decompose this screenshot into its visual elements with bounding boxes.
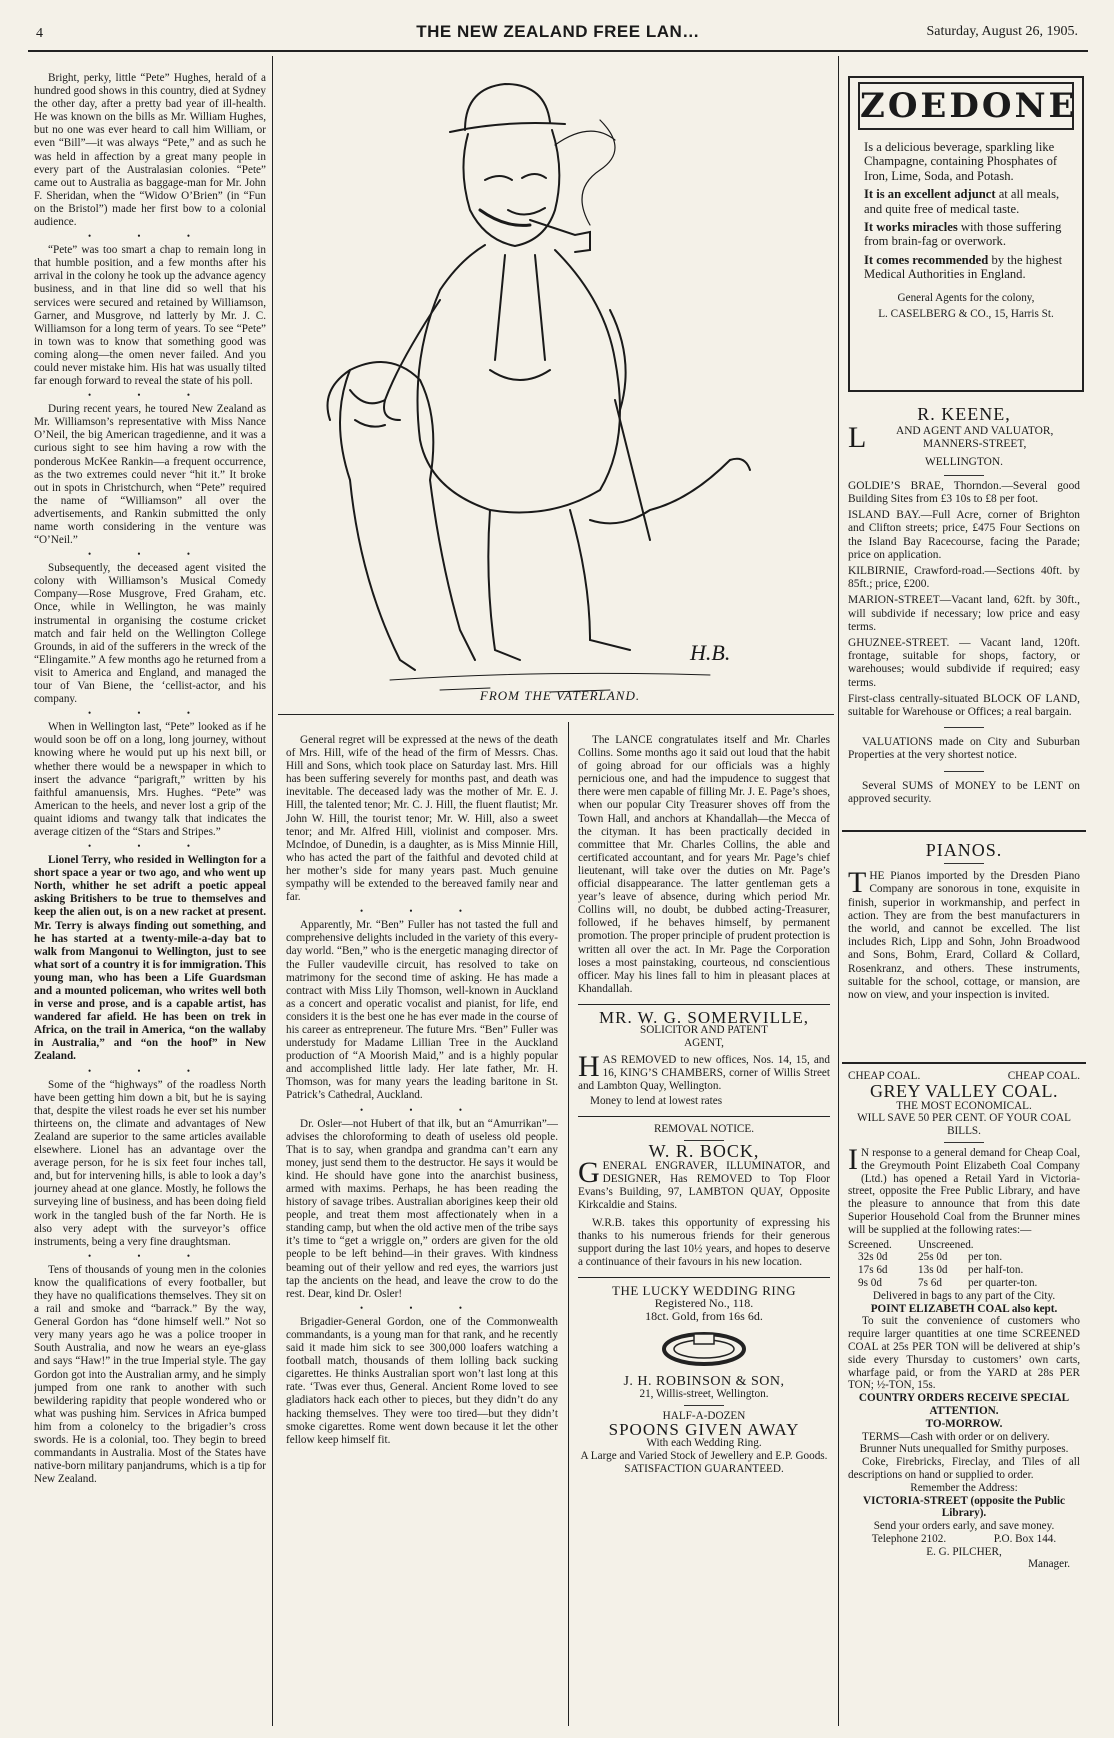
table-cell: 13s 0d xyxy=(918,1264,948,1277)
coal-manager: Manager. xyxy=(1028,1558,1070,1571)
wedding-ring-icon xyxy=(654,1329,754,1369)
table-header: Screened. xyxy=(848,1238,892,1251)
coal-pilcher: E. G. PILCHER, xyxy=(926,1545,1002,1558)
cartoon-illustration xyxy=(290,60,830,703)
article-paragraph: Some of the “highways” of the roadless North have been getting him down a bit, but he is saying that, despite the vilest roads he ever set his number thirteens on, the climate and advantages of New Zealand are superior to the same articles available elsewhere. Lionel has an advantage over the average person, for he is six feet four inches tall, and, but for intervening hills, is able to look a day’s journey ahead at one glance. Mostly, he follows the surveying line of business, and has been doing field work in the tangled bush of the far North. He is also very adept with the surveyor’s office instruments, being a very fine draughtsman. xyxy=(34,1078,266,1248)
bock-name: W. R. BOCK, xyxy=(648,1141,760,1162)
table-row xyxy=(848,1277,1080,1290)
keene-name: R. KEENE, xyxy=(917,408,1011,424)
ad-rule xyxy=(842,830,1086,832)
article-paragraph: Brigadier-General Gordon, one of the Commonwealth commandants, is a young man for that rank, and he recently said it made him sick to see 300,000 loafers watching a football match, thousands of them lolling back sucking cigarettes. He thinks Australian sport won’t last long at this rate. ‘Twas ever thus, General. Ancient Rome loved to see gladiators hack each other to pieces, but they didn’t do any hacking themselves. They were too tired—but they didn’t smoke cigarettes. Rome went down because it let the other fellow keep himself fit. xyxy=(286,1315,558,1446)
article-paragraph: When in Wellington last, “Pete” looked as if he would soon be off on a long, long journey, without knowing where he would put up his next bill, or whether there would be a newspaper in which to insert the advance “parigraft,” written by his faithful amanuensis, Mrs. Hughes. “Pete” was American to the heels, and never lost a grip of the quaint idioms and twangy talk that indicates the average citizen of the “Stars and Stripes.” xyxy=(34,721,266,838)
cartoon-rule xyxy=(278,714,834,715)
coal-text: N response to a general demand for Cheap Coal, the Greymouth Point Elizabeth Coal Company (Ltd.) has opened a Retail Yard in Victoria-street, opposite the Free Public Library, and have the pleasure to announce that from this date Superior Household Coal from the Brunner mines will be supplied at the following rates:— xyxy=(848,1146,1080,1236)
coal-coke: Coke, Firebricks, Fireclay, and Tiles of all descriptions on hand or supplied to order. xyxy=(848,1456,1080,1481)
table-cell: 25s 0d xyxy=(918,1251,948,1264)
spoons-with: With each Wedding Ring. xyxy=(646,1436,762,1449)
zoedone-intro: Is a delicious beverage, sparkling like Champagne, containing Phosphates of Iron, Lime, Soda, and Potash. xyxy=(864,140,1058,183)
table-cell: per ton. xyxy=(968,1251,1003,1264)
ad-rule xyxy=(578,1116,830,1117)
article-paragraph: Apparently, Mr. “Ben” Fuller has not tasted the full and comprehensive delights included in the variety of this every-day world. “Ben,” who is the energetic managing director of the Fuller vaudeville circuit, has resolved to take on matrimony for the second time of asking. He has made a contract with Miss Lily Thomson, well-known in Auckland as a concert and operatic vocalist and pianist, for life, end considers it is the best one he has ever made in the course of his career as entrepreneur. The future Mrs. “Ben” Fuller was understudy for Madame Lillian Tree in the Auckland production of “A Moorish Maid,” and is a highly popular and accomplished little lady. Her late father, Mr. H. Thomson, was for many years the leading baritone in St. Patrick’s Cathedral, Auckland. xyxy=(286,919,558,1102)
header-rule xyxy=(28,50,1088,52)
table-row xyxy=(848,1251,1080,1264)
separator-dots: • • • xyxy=(360,906,484,917)
zoedone-title: ZOEDONE xyxy=(858,82,1074,130)
ad-rule xyxy=(578,1004,830,1005)
somerville-text: AS REMOVED to new offices, Nos. 14, 15, and 16, KING’S CHAMBERS, corner of Willis Street and Lambton Quay, Wellington. xyxy=(578,1053,830,1092)
zoedone-ad xyxy=(848,76,1084,392)
zoedone-agent-name: L. CASELBERG & CO., 15, Harris St. xyxy=(878,308,1054,321)
column-rule xyxy=(838,56,839,1726)
spoons-stock: A Large and Varied Stock of Jewellery and E.P. Goods. xyxy=(580,1449,828,1462)
column-one xyxy=(34,72,266,1732)
zoedone-claim: It works miracles xyxy=(864,220,958,235)
separator-dots: • • • xyxy=(88,549,212,560)
pianos-title: PIANOS. xyxy=(925,844,1003,860)
short-rule xyxy=(944,727,984,728)
article-paragraph: During recent years, he toured New Zealand as Mr. Williamson’s representative with Miss Nance O’Neil, the big American tragedienne, and it was a curious sight to see him having a row with the ponderous McKee Rankin—a frequent occurrence, as the two extremes could never “hit it.” It broke out in spots in Christchurch, when “Pete” required the name of “Williamson” all over the advertisements, and Rankin submitted the only name worth considering in the venture was “O’Neil.” xyxy=(34,403,266,547)
article-paragraph: Bright, perky, little “Pete” Hughes, herald of a hundred good shows in this country, died at Sydney the other day, after a pretty bad year of ill-health. He was known on the bills as Mr. William Hughes, but no one was ever heard to call him William, or even “Bill”—it was always “Pete,” and as such he was held in affection by a great many people in every part of the Australasian colonies. “Pete” came out to Australia as baggage-man for Mr. John F. Sheridan, when the “Widow O’Brien” (in “Fun on the Bristol”) made her first bow to a colonial audience. xyxy=(34,72,266,229)
separator-dots: • • • xyxy=(88,841,212,852)
pianos-ad xyxy=(848,844,1080,1044)
keene-line: AND AGENT AND VALUATOR, xyxy=(895,425,1054,438)
cheap-coal-label: CHEAP COAL. xyxy=(848,1070,921,1082)
column-rule xyxy=(272,56,273,1726)
coal-economical: THE MOST ECONOMICAL. xyxy=(896,1099,1032,1112)
zoedone-claim-text: at all meals, and quite free of medical taste. xyxy=(864,187,1060,216)
keene-listing: First-class centrally-situated BLOCK OF LAND, suitable for Warehouse or Offices; a real bargain. xyxy=(848,692,1080,719)
coal-save: WILL SAVE 50 PER CENT. OF YOUR COAL BILLS. xyxy=(857,1112,1071,1138)
coal-terms: TERMS—Cash with order or on delivery. xyxy=(862,1430,1050,1443)
table-header: Unscreened. xyxy=(918,1238,974,1251)
dropcap: G xyxy=(578,1156,600,1190)
separator-dots: • • • xyxy=(360,1104,484,1115)
coal-send: Send your orders early, and save money. xyxy=(873,1520,1055,1533)
column-three xyxy=(578,734,830,1734)
coal-telephone: Telephone 2102. xyxy=(871,1532,947,1545)
robinson-address: 21, Willis-street, Wellington. xyxy=(639,1388,769,1401)
keene-money: Several SUMS of MONEY to be LENT on approved security. xyxy=(848,779,1080,805)
cheap-coal-label: CHEAP COAL. xyxy=(1007,1070,1080,1082)
separator-dots: • • • xyxy=(88,1065,212,1076)
separator-dots: • • • xyxy=(360,1302,484,1313)
coal-tomorrow: TO-MORROW. xyxy=(925,1417,1003,1430)
zoedone-claim-text: with those suffering from brain-fag or overwork. xyxy=(864,220,1062,249)
dropcap: L xyxy=(848,421,867,455)
coal-address: VICTORIA-STREET (opposite the Public Library). xyxy=(863,1494,1065,1520)
coal-point: POINT ELIZABETH COAL also kept. xyxy=(870,1302,1058,1315)
somerville-name: MR. W. G. SOMERVILLE, xyxy=(599,1007,809,1027)
keene-line: MANNERS-STREET, xyxy=(923,438,1027,451)
keene-listing: KILBIRNIE, Crawford-road.—Sections 40ft. by 85ft.; price, £200. xyxy=(848,565,1080,591)
somerville-money: Money to lend at lowest rates xyxy=(590,1094,723,1107)
removal-notice: REMOVAL NOTICE. xyxy=(653,1122,755,1135)
robinson-firm: J. H. ROBINSON & SON, xyxy=(623,1374,785,1390)
keene-valuations: VALUATIONS made on City and Suburban Properties at the very shortest notice. xyxy=(848,736,1080,762)
keene-listing: ISLAND BAY.—Full Acre, corner of Brighton and Clifton streets; price, £475 Four Sections on the Island Bay Racecourse, facing the Parade; price on application. xyxy=(848,509,1080,561)
table-cell: 32s 0d xyxy=(858,1251,888,1264)
column-rule xyxy=(568,722,569,1726)
page-header xyxy=(28,20,1088,44)
dropcap: T xyxy=(848,866,867,900)
keene-ad xyxy=(848,408,1080,828)
article-paragraph: Tens of thousands of young men in the colonies know the qualifications of every footballer, but they have no qualifications themselves. They sit on a rail and smoke and “barrack.” By the way, General Gordon has “done himself well.” Not so very many years ago he was a police trooper in South Australia, and now he wears an eye-glass and says “Haw!” in the true Imperial style. The gay Gordon got into the Australian army, and he simply jumped from one rank to another with such bewildering rapidity that people wondered who or what was pushing him. Services in Africa bumped him from a colonelcy to the brigadier’s cross swords. He is a colonial, too. They begin to breed commandants in Australia. Most of the States have native-born military panjandrums, which is a tip for New Zealand. xyxy=(34,1263,266,1486)
zoedone-claim: It comes recommended xyxy=(864,252,989,267)
keene-listing: GOLDIE’S BRAE, Thorndon.—Several good Building Sites from £3 10s to £8 per foot. xyxy=(848,479,1080,506)
short-rule xyxy=(944,1142,984,1143)
coal-convenience: To suit the convenience of customers who require larger quantities at one time SCREENED COAL at 25s PER TON will be delivered at ship’s side every Thursday to customers’ own carts, wharfage paid, or from the YARD at 28s PER TON; ½-TON, 15s. xyxy=(848,1315,1080,1392)
table-cell: 7s 6d xyxy=(918,1276,942,1289)
bock-thanks: W.R.B. takes this opportunity of expressing his thanks to his numerous friends for their generous support during the last 10½ years, and hopes to deserve a continuance of their favours in his new location. xyxy=(578,1216,830,1268)
page-number: 4 xyxy=(36,26,43,41)
dropcap: I xyxy=(848,1142,858,1176)
ring-registered: Registered No., 118. xyxy=(654,1295,754,1310)
issue-date: Saturday, August 26, 1905. xyxy=(926,24,1078,39)
masthead-title: THE NEW ZEALAND FREE LAN… xyxy=(416,22,700,41)
article-paragraph: Lionel Terry, who resided in Wellington for a short space a year or two ago, and who went up North, whither he set adrift a poetic appeal asking Britishers to be true to themselves and keep the alien out, is on a new racket at present. Mr. Terry is always finding out something, and he has started at a twenty-mile-a-day bat to walk from Mangonui to Wellington, just to see what sort of a country it is for immigration. This young man, who has been a Life Guardsman and a mounted policeman, who writes well both in verse and prose, and is a capable artist, has wandered far afield. He has been on trek in Africa, on the trail in America, “on the wallaby in Australia,” and “on the hoof” in New Zealand. xyxy=(34,854,266,1063)
spoons-satisfaction: SATISFACTION GUARANTEED. xyxy=(624,1462,784,1475)
separator-dots: • • • xyxy=(88,1250,212,1261)
table-row xyxy=(848,1264,1080,1277)
article-paragraph: Subsequently, the deceased agent visited the colony with Williamson’s Musical Comedy Company—Rose Musgrove, Fred Graham, etc. Once, while in Wellington, he was mainly instrumental in organising the costume cricket match and fair held on the Wellington College Grounds, in aid of the sufferers in the wreck of the “Elingamite.” A few months ago he returned from a visit to America and England, and managed the tour of Van Biene, the ‘cellist-actor, and his company. xyxy=(34,562,266,706)
bock-text: ENERAL ENGRAVER, ILLUMINATOR, and DESIGNER, Has REMOVED to Top Floor Evans’s Building, 97, LAMBTON QUAY, Opposite Kirkcaldie and Stains. xyxy=(578,1160,830,1212)
short-rule xyxy=(684,1405,724,1406)
column-two xyxy=(286,734,558,1734)
table-cell: per quarter-ton. xyxy=(968,1276,1038,1289)
cartoon-caption: FROM THE VATERLAND. xyxy=(479,688,641,703)
ring-title: THE LUCKY WEDDING RING xyxy=(612,1282,796,1298)
keene-listing: GHUZNEE-STREET. — Vacant land, 120ft. frontage, suitable for shops, factory, or warehouses; would subdivide if required; easy terms. xyxy=(848,637,1080,689)
zoedone-claim-text: by the highest Medical Authorities in England. xyxy=(864,252,1063,282)
cartoon-drawing xyxy=(290,60,830,700)
cartoon-signature: H.B. xyxy=(690,640,731,665)
coal-country: COUNTRY ORDERS RECEIVE SPECIAL ATTENTION. xyxy=(858,1392,1070,1417)
keene-city: WELLINGTON. xyxy=(925,455,1003,468)
ring-price: 18ct. Gold, from 16s 6d. xyxy=(645,1309,763,1324)
keene-listing: MARION-STREET—Vacant land, 62ft. by 30ft., will subdivide if necessary; low price and easy terms. xyxy=(848,594,1080,633)
article-paragraph: “Pete” was too smart a chap to remain long in that humble position, and a few months after his arrival in the colony he took up the advance agency business, and in that line did so well that his services were secured and retained by Williamson, Garner, and Musgrove, nd latterly by Mr. J. C. Williamson for a long term of years. To see “Pete” in town was to know that something good was coming along—the omen never failed. And you could never mistake him. His hat was usually tilted far enough forward to reveal the state of his poll. xyxy=(34,244,266,388)
coal-brunner: Brunner Nuts unequalled for Smithy purposes. xyxy=(859,1443,1069,1456)
article-paragraph: The LANCE congratulates itself and Mr. Charles Collins. Some months ago it said out loud that the habit of going abroad for our officials was a highly pernicious one, and had the impudence to suggest that there were men capable of filling Mr. J. E. Page’s shoes, when our popular City Treasurer shoves off from the Town Hall, and anchors at Khandallah—the Mecca of the cityman. It has been practically decided in committee that Mr. Charles Collins, the able and certificated accountant, and for years Mr. Page’s chief lieutenant, will take over the duties on Mr. Page’s official disappearance. The latter gentleman gets a year’s leave of absence, during which period Mr. Collins will, no doubt, be dubbed acting-Treasurer, followed, if he behaves himself, by permanent promotion. The proper principle of prudent protection is written all over the act. In Mr. Page the Corporation loses a most painstaking, courteous, nd conscientious officer. May his lines fall to him in pleasant places at Khandallah. xyxy=(578,734,830,995)
zoedone-claim: It is an excellent adjunct xyxy=(864,187,996,202)
short-rule xyxy=(944,475,984,476)
spoons-given: SPOONS GIVEN AWAY xyxy=(608,1420,800,1440)
somerville-role: SOLICITOR AND PATENT xyxy=(639,1023,769,1036)
table-cell: 17s 6d xyxy=(858,1264,888,1277)
ad-rule xyxy=(578,1277,830,1278)
separator-dots: • • • xyxy=(88,231,212,242)
table-cell: per half-ton. xyxy=(968,1264,1024,1277)
coal-ad xyxy=(848,1070,1080,1730)
short-rule xyxy=(944,771,984,772)
article-paragraph: General regret will be expressed at the news of the death of Mrs. Hill, wife of the head of the firm of Messrs. Chas. Hill and Sons, which took place on Saturday last. Mrs. Hill has been suffering severely for months past, and death was inevitable. The deceased lady was the mother of Mr. E. J. Hill, the talented tenor; Mr. C. J. Hill, the fluent flautist; Mr. John W. Hill, the tourist tenor; Mr. W. Hill, also a sweet tenor; and Mr. Alfred Hill, violinist and composer. Mrs. McIndoe, of Dunedin, is a daughter, as is Miss Minnie Hill, who has acted the part of the faithful and devoted child at her mother’s side for many years past. Much genuine sympathy will be extended to the bereaved family near and far. xyxy=(286,734,558,904)
table-cell: 9s 0d xyxy=(858,1276,882,1289)
somerville-role: AGENT, xyxy=(684,1036,724,1049)
coal-delivered: Delivered in bags to any part of the City. xyxy=(872,1289,1056,1302)
separator-dots: • • • xyxy=(88,708,212,719)
separator-dots: • • • xyxy=(88,390,212,401)
coal-title: GREY VALLEY COAL. xyxy=(870,1080,1058,1101)
coal-remember: Remember the Address: xyxy=(910,1481,1018,1494)
half-dozen: HALF-A-DOZEN xyxy=(662,1410,746,1423)
coal-price-table xyxy=(848,1239,1080,1290)
article-paragraph: Dr. Osler—not Hubert of that ilk, but an “Amurrikan”—advises the chloroforming to death of useless old people. That is to say, when grandpa and grandma can’t earn any money, just send them to the destructor. He says it would be kind. He should have gone into the anarchist business, armed with maxims. Perhaps, he has been reading the history of savage tribes. Australian aborigines keep their old people, and treat them most affectionately when in a standing camp, but when the old active men of the tribe says it’s time to “get a wriggle on,” orders are given for the old people to be left behind—in their graves. With kindness beaming out of their yellow and red eyes, the warriors just tap the ancients on the head, and leave the crow to do the rest. Dear, kind Dr. Osler! xyxy=(286,1117,558,1300)
ad-rule xyxy=(842,1062,1086,1064)
short-rule xyxy=(944,863,984,864)
coal-pobox: P.O. Box 144. xyxy=(993,1532,1057,1545)
pianos-text: HE Pianos imported by the Dresden Piano Company are sonorous in tone, exquisite in finish, superior in workmanship, and perfect in action. They are from the best manufacturers in the world, and cannot be excelled. The list includes Rich, Lipp and Sohn, John Broadwood and Sons, Bohm, Erard, Collard & Collard, Rosenkranz, and others. These instruments, suitable for the school, cottage, or mansion, are now on view, and your inspection is invited. xyxy=(848,870,1080,1002)
dropcap: H xyxy=(578,1049,600,1083)
zoedone-agents: General Agents for the colony, xyxy=(897,291,1035,304)
